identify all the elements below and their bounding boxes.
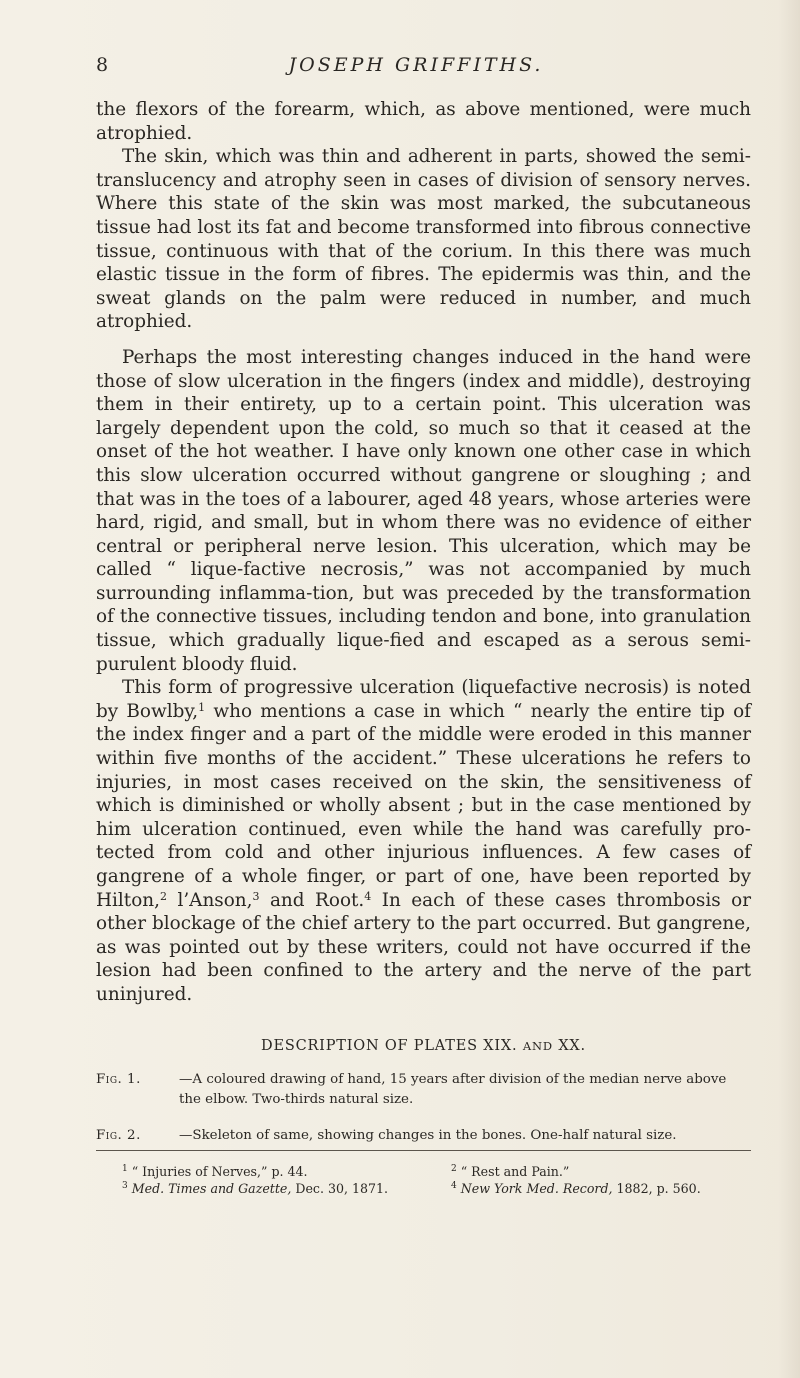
running-head xyxy=(96,54,736,80)
footnotes xyxy=(96,1163,751,1197)
footnote-2 xyxy=(423,1163,750,1180)
footnote-row xyxy=(96,1163,751,1180)
page-number: 8 xyxy=(96,54,110,76)
running-title: JOSEPH GRIFFITHS. xyxy=(288,54,544,76)
paragraph-4 xyxy=(96,676,751,1006)
footnote-mark: 3 xyxy=(122,1181,128,1191)
footnote-mark: 1 xyxy=(122,1164,128,1174)
paragraph-2: The skin, which was thin and adherent in parts, showed the semi-translucency and atrophy seen in cases of division of sensory nerves. Where this state of the skin was most marked, the subcutaneous tissue had lost its fat and become transformed into fibrous connective tissue, continuous with that of the corium. In this there was much elastic tissue in the form of fibres. The epidermis was thin, and the sweat glands on the palm were reduced in number, and much atrophied. xyxy=(96,146,751,333)
footnote-text: Dec. 30, 1871. xyxy=(291,1181,389,1196)
footnote-1 xyxy=(96,1163,423,1180)
footnote-text: “ Injuries of Nerves,” p. 44. xyxy=(131,1164,308,1179)
footnote-ref-3: 3 xyxy=(252,889,260,903)
body-text xyxy=(96,98,751,1007)
footnote-mark: 4 xyxy=(451,1181,457,1191)
footnote-4 xyxy=(423,1180,750,1197)
footnote-source: New York Med. Record, xyxy=(460,1181,613,1196)
paragraph-4-text-5: In each of these cases thrombosis or other blockage of the chief artery to the part occurred. But gangrene, as was pointed out by these writers, could not have occurred if the lesion had been confined to the artery and the nerve of the part uninjured. xyxy=(96,889,751,1005)
figure-text: —A coloured drawing of hand, 15 years after division of the median nerve above the elbow. Two-thirds natural size. xyxy=(179,1072,727,1107)
figure-descriptions xyxy=(96,1070,751,1162)
paragraph-4-text-4: and Root. xyxy=(259,889,365,911)
footnote-3 xyxy=(96,1180,423,1197)
figure-label: Fig. 1. xyxy=(96,1072,141,1087)
paragraph-1: the flexors of the forearm, which, as above mentioned, were much atrophied. xyxy=(96,99,751,144)
paragraph-4-text-2: who mentions a case in which “ nearly the entire tip of the index finger and a part of the middle were eroded in this manner within five months of the accident.” These ulcerations he refers to injuries, in most cases received on the skin, the sensitiveness of which is diminished or wholly absent ; but in the case mentioned by him ulceration continued, even while the hand was carefully pro-tected from cold and other injurious influences. A few cases of gangrene of a whole finger, or part of one, have been reported by Hilton, xyxy=(96,700,751,911)
figure-label: Fig. 2. xyxy=(96,1128,141,1143)
footnote-ref-1: 1 xyxy=(198,700,206,714)
figure-caption xyxy=(96,1070,751,1110)
footnote-text: “ Rest and Pain.” xyxy=(460,1164,570,1179)
footnote-mark: 2 xyxy=(451,1164,457,1174)
plates-heading-end: XX. xyxy=(558,1038,586,1054)
footnote-row xyxy=(96,1180,751,1197)
plates-heading-and: AND xyxy=(522,1039,553,1053)
footnote-text: 1882, p. 560. xyxy=(612,1181,701,1196)
footnote-ref-2: 2 xyxy=(159,889,167,903)
footnote-source: Med. Times and Gazette, xyxy=(131,1181,292,1196)
figure-text: —Skeleton of same, showing changes in the bones. One-half natural size. xyxy=(179,1128,677,1143)
paragraph-3: Perhaps the most interesting changes induced in the hand were those of slow ulceration in the fingers (index and middle), destroying them in their entirety, up to a certain point. This ulceration was largely dependent upon the cold, so much so that it ceased at the onset of the hot weather. I have only known one other case in which this slow ulceration occurred without gangrene or sloughing ; and that was in the toes of a labourer, aged 48 years, whose arteries were hard, rigid, and small, but in whom there was no evidence of either central or peripheral nerve lesion. This ulceration, which may be called “ lique-factive necrosis,” was not accompanied by much surrounding inflamma-tion, but was preceded by the transformation of the connective tissues, including tendon and bone, into granulation tissue, which gradually lique-fied and escaped as a serous semi-purulent bloody fluid. xyxy=(96,346,751,675)
footnote-ref-4: 4 xyxy=(364,889,372,903)
paragraph-4-text-3: l’Anson, xyxy=(166,889,253,911)
paragraph-4-text-1: This form of progressive ulceration (liquefactive necrosis) is noted by Bowlby, xyxy=(96,677,751,722)
page-edge-shadow xyxy=(778,0,800,1378)
figure-caption xyxy=(96,1126,751,1146)
plates-heading-main: DESCRIPTION OF PLATES XIX. xyxy=(261,1038,518,1054)
footnote-divider xyxy=(96,1150,751,1151)
plates-heading xyxy=(96,1038,751,1054)
